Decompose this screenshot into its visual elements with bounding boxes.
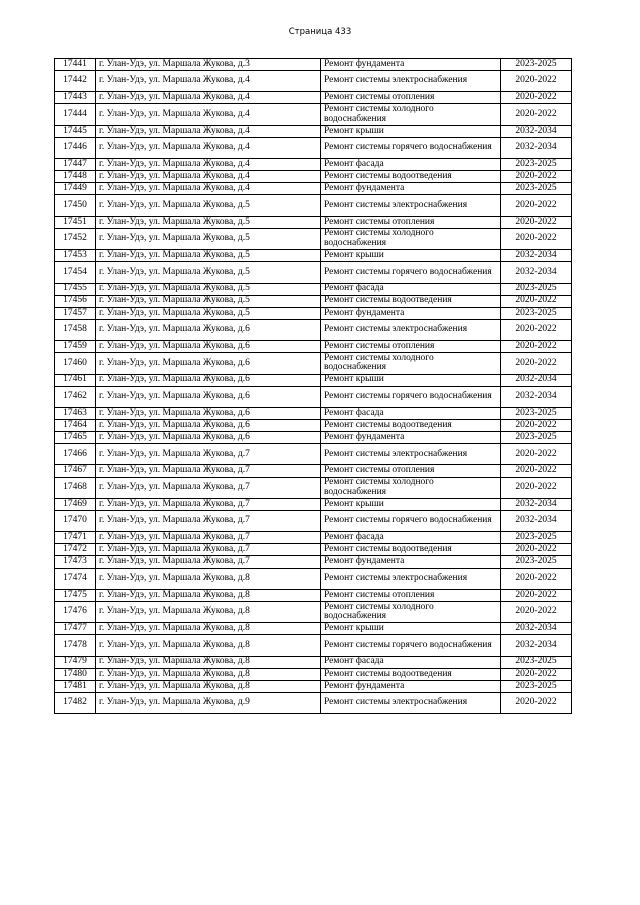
row-number-cell: 17468 xyxy=(55,477,96,498)
period-cell: 2020-2022 xyxy=(501,692,572,713)
address-cell: г. Улан-Удэ, ул. Маршала Жукова, д.6 xyxy=(96,353,321,374)
work-type-cell: Ремонт крыши xyxy=(321,374,501,386)
table-row xyxy=(55,283,572,295)
work-type-cell: Ремонт системы отопления xyxy=(321,92,501,104)
table-row xyxy=(55,544,572,556)
table-row xyxy=(55,319,572,340)
table-row xyxy=(55,532,572,544)
row-number-cell: 17444 xyxy=(55,104,96,125)
row-number-cell: 17450 xyxy=(55,195,96,216)
table-row xyxy=(55,498,572,510)
work-type-cell: Ремонт системы водоотведения xyxy=(321,419,501,431)
address-cell: г. Улан-Удэ, ул. Маршала Жукова, д.6 xyxy=(96,432,321,444)
work-type-cell: Ремонт фасада xyxy=(321,407,501,419)
table-row xyxy=(55,216,572,228)
row-number-cell: 17445 xyxy=(55,125,96,137)
row-number-cell: 17447 xyxy=(55,159,96,171)
row-number-cell: 17482 xyxy=(55,692,96,713)
work-type-cell: Ремонт крыши xyxy=(321,623,501,635)
row-number-cell: 17441 xyxy=(55,59,96,71)
address-cell: г. Улан-Удэ, ул. Маршала Жукова, д.4 xyxy=(96,171,321,183)
address-cell: г. Улан-Удэ, ул. Маршала Жукова, д.7 xyxy=(96,477,321,498)
row-number-cell: 17457 xyxy=(55,307,96,319)
address-cell: г. Улан-Удэ, ул. Маршала Жукова, д.4 xyxy=(96,104,321,125)
work-type-cell: Ремонт системы холодного водоснабжения xyxy=(321,353,501,374)
period-cell: 2020-2022 xyxy=(501,568,572,589)
period-cell: 2020-2022 xyxy=(501,71,572,92)
work-type-cell: Ремонт системы электроснабжения xyxy=(321,71,501,92)
address-cell: г. Улан-Удэ, ул. Маршала Жукова, д.7 xyxy=(96,498,321,510)
address-cell: г. Улан-Удэ, ул. Маршала Жукова, д.8 xyxy=(96,601,321,622)
table-row xyxy=(55,59,572,71)
period-cell: 2020-2022 xyxy=(501,295,572,307)
table-row xyxy=(55,228,572,249)
period-cell: 2032-2034 xyxy=(501,262,572,283)
work-type-cell: Ремонт системы водоотведения xyxy=(321,171,501,183)
work-type-cell: Ремонт фасада xyxy=(321,283,501,295)
address-cell: г. Улан-Удэ, ул. Маршала Жукова, д.8 xyxy=(96,680,321,692)
row-number-cell: 17480 xyxy=(55,668,96,680)
period-cell: 2032-2034 xyxy=(501,635,572,656)
table-row xyxy=(55,589,572,601)
address-cell: г. Улан-Удэ, ул. Маршала Жукова, д.7 xyxy=(96,556,321,568)
row-number-cell: 17469 xyxy=(55,498,96,510)
row-number-cell: 17472 xyxy=(55,544,96,556)
address-cell: г. Улан-Удэ, ул. Маршала Жукова, д.5 xyxy=(96,250,321,262)
table-row xyxy=(55,183,572,195)
period-cell: 2032-2034 xyxy=(501,125,572,137)
work-type-cell: Ремонт крыши xyxy=(321,498,501,510)
period-cell: 2020-2022 xyxy=(501,589,572,601)
address-cell: г. Улан-Удэ, ул. Маршала Жукова, д.9 xyxy=(96,692,321,713)
row-number-cell: 17443 xyxy=(55,92,96,104)
address-cell: г. Улан-Удэ, ул. Маршала Жукова, д.4 xyxy=(96,71,321,92)
period-cell: 2023-2025 xyxy=(501,307,572,319)
row-number-cell: 17476 xyxy=(55,601,96,622)
table-row xyxy=(55,635,572,656)
row-number-cell: 17464 xyxy=(55,419,96,431)
row-number-cell: 17467 xyxy=(55,465,96,477)
period-cell: 2023-2025 xyxy=(501,432,572,444)
row-number-cell: 17451 xyxy=(55,216,96,228)
period-cell: 2020-2022 xyxy=(501,444,572,465)
work-type-cell: Ремонт системы электроснабжения xyxy=(321,568,501,589)
table-row xyxy=(55,195,572,216)
work-type-cell: Ремонт системы горячего водоснабжения xyxy=(321,386,501,407)
row-number-cell: 17462 xyxy=(55,386,96,407)
table-row xyxy=(55,137,572,158)
row-number-cell: 17460 xyxy=(55,353,96,374)
period-cell: 2023-2025 xyxy=(501,680,572,692)
address-cell: г. Улан-Удэ, ул. Маршала Жукова, д.8 xyxy=(96,635,321,656)
row-number-cell: 17446 xyxy=(55,137,96,158)
table-row xyxy=(55,341,572,353)
row-number-cell: 17453 xyxy=(55,250,96,262)
address-cell: г. Улан-Удэ, ул. Маршала Жукова, д.7 xyxy=(96,510,321,531)
table-row xyxy=(55,419,572,431)
work-type-cell: Ремонт системы холодного водоснабжения xyxy=(321,601,501,622)
period-cell: 2023-2025 xyxy=(501,159,572,171)
address-cell: г. Улан-Удэ, ул. Маршала Жукова, д.4 xyxy=(96,183,321,195)
table-row xyxy=(55,556,572,568)
table-row xyxy=(55,171,572,183)
table-row xyxy=(55,623,572,635)
address-cell: г. Улан-Удэ, ул. Маршала Жукова, д.7 xyxy=(96,465,321,477)
address-cell: г. Улан-Удэ, ул. Маршала Жукова, д.8 xyxy=(96,623,321,635)
address-cell: г. Улан-Удэ, ул. Маршала Жукова, д.4 xyxy=(96,92,321,104)
address-cell: г. Улан-Удэ, ул. Маршала Жукова, д.8 xyxy=(96,589,321,601)
work-type-cell: Ремонт системы электроснабжения xyxy=(321,444,501,465)
repair-schedule-body xyxy=(55,59,572,714)
work-type-cell: Ремонт системы холодного водоснабжения xyxy=(321,477,501,498)
period-cell: 2020-2022 xyxy=(501,104,572,125)
row-number-cell: 17463 xyxy=(55,407,96,419)
period-cell: 2032-2034 xyxy=(501,510,572,531)
period-cell: 2020-2022 xyxy=(501,601,572,622)
work-type-cell: Ремонт фундамента xyxy=(321,59,501,71)
period-cell: 2020-2022 xyxy=(501,319,572,340)
table-row xyxy=(55,601,572,622)
address-cell: г. Улан-Удэ, ул. Маршала Жукова, д.8 xyxy=(96,568,321,589)
work-type-cell: Ремонт системы отопления xyxy=(321,341,501,353)
period-cell: 2032-2034 xyxy=(501,623,572,635)
row-number-cell: 17477 xyxy=(55,623,96,635)
work-type-cell: Ремонт фасада xyxy=(321,532,501,544)
work-type-cell: Ремонт фасада xyxy=(321,159,501,171)
period-cell: 2020-2022 xyxy=(501,477,572,498)
table-row xyxy=(55,680,572,692)
period-cell: 2020-2022 xyxy=(501,544,572,556)
row-number-cell: 17455 xyxy=(55,283,96,295)
work-type-cell: Ремонт фундамента xyxy=(321,556,501,568)
row-number-cell: 17454 xyxy=(55,262,96,283)
row-number-cell: 17461 xyxy=(55,374,96,386)
address-cell: г. Улан-Удэ, ул. Маршала Жукова, д.6 xyxy=(96,319,321,340)
row-number-cell: 17478 xyxy=(55,635,96,656)
table-row xyxy=(55,250,572,262)
address-cell: г. Улан-Удэ, ул. Маршала Жукова, д.5 xyxy=(96,262,321,283)
work-type-cell: Ремонт крыши xyxy=(321,250,501,262)
table-row xyxy=(55,307,572,319)
address-cell: г. Улан-Удэ, ул. Маршала Жукова, д.5 xyxy=(96,195,321,216)
table-row xyxy=(55,262,572,283)
address-cell: г. Улан-Удэ, ул. Маршала Жукова, д.8 xyxy=(96,656,321,668)
row-number-cell: 17470 xyxy=(55,510,96,531)
work-type-cell: Ремонт системы водоотведения xyxy=(321,295,501,307)
address-cell: г. Улан-Удэ, ул. Маршала Жукова, д.5 xyxy=(96,216,321,228)
address-cell: г. Улан-Удэ, ул. Маршала Жукова, д.6 xyxy=(96,407,321,419)
work-type-cell: Ремонт системы электроснабжения xyxy=(321,195,501,216)
row-number-cell: 17474 xyxy=(55,568,96,589)
work-type-cell: Ремонт системы холодного водоснабжения xyxy=(321,104,501,125)
table-row xyxy=(55,692,572,713)
period-cell: 2020-2022 xyxy=(501,353,572,374)
address-cell: г. Улан-Удэ, ул. Маршала Жукова, д.8 xyxy=(96,668,321,680)
row-number-cell: 17473 xyxy=(55,556,96,568)
row-number-cell: 17452 xyxy=(55,228,96,249)
work-type-cell: Ремонт системы водоотведения xyxy=(321,544,501,556)
work-type-cell: Ремонт фундамента xyxy=(321,307,501,319)
row-number-cell: 17466 xyxy=(55,444,96,465)
period-cell: 2023-2025 xyxy=(501,283,572,295)
period-cell: 2020-2022 xyxy=(501,228,572,249)
table-row xyxy=(55,477,572,498)
work-type-cell: Ремонт системы горячего водоснабжения xyxy=(321,137,501,158)
work-type-cell: Ремонт системы электроснабжения xyxy=(321,692,501,713)
address-cell: г. Улан-Удэ, ул. Маршала Жукова, д.3 xyxy=(96,59,321,71)
work-type-cell: Ремонт системы горячего водоснабжения xyxy=(321,262,501,283)
table-row xyxy=(55,465,572,477)
table-row xyxy=(55,407,572,419)
row-number-cell: 17465 xyxy=(55,432,96,444)
table-row xyxy=(55,71,572,92)
table-row xyxy=(55,125,572,137)
row-number-cell: 17471 xyxy=(55,532,96,544)
table-row xyxy=(55,295,572,307)
address-cell: г. Улан-Удэ, ул. Маршала Жукова, д.6 xyxy=(96,341,321,353)
address-cell: г. Улан-Удэ, ул. Маршала Жукова, д.5 xyxy=(96,295,321,307)
work-type-cell: Ремонт системы холодного водоснабжения xyxy=(321,228,501,249)
row-number-cell: 17456 xyxy=(55,295,96,307)
period-cell: 2023-2025 xyxy=(501,183,572,195)
period-cell: 2020-2022 xyxy=(501,195,572,216)
table-row xyxy=(55,568,572,589)
period-cell: 2023-2025 xyxy=(501,407,572,419)
address-cell: г. Улан-Удэ, ул. Маршала Жукова, д.5 xyxy=(96,307,321,319)
period-cell: 2032-2034 xyxy=(501,137,572,158)
work-type-cell: Ремонт крыши xyxy=(321,125,501,137)
address-cell: г. Улан-Удэ, ул. Маршала Жукова, д.4 xyxy=(96,137,321,158)
period-cell: 2023-2025 xyxy=(501,59,572,71)
row-number-cell: 17458 xyxy=(55,319,96,340)
period-cell: 2023-2025 xyxy=(501,556,572,568)
work-type-cell: Ремонт фундамента xyxy=(321,432,501,444)
table-row xyxy=(55,656,572,668)
period-cell: 2020-2022 xyxy=(501,92,572,104)
period-cell: 2020-2022 xyxy=(501,216,572,228)
table-row xyxy=(55,444,572,465)
address-cell: г. Улан-Удэ, ул. Маршала Жукова, д.7 xyxy=(96,444,321,465)
period-cell: 2032-2034 xyxy=(501,374,572,386)
address-cell: г. Улан-Удэ, ул. Маршала Жукова, д.6 xyxy=(96,374,321,386)
work-type-cell: Ремонт фасада xyxy=(321,656,501,668)
address-cell: г. Улан-Удэ, ул. Маршала Жукова, д.7 xyxy=(96,544,321,556)
period-cell: 2020-2022 xyxy=(501,171,572,183)
period-cell: 2020-2022 xyxy=(501,341,572,353)
work-type-cell: Ремонт системы водоотведения xyxy=(321,668,501,680)
work-type-cell: Ремонт системы горячего водоснабжения xyxy=(321,635,501,656)
period-cell: 2020-2022 xyxy=(501,419,572,431)
work-type-cell: Ремонт системы отопления xyxy=(321,465,501,477)
row-number-cell: 17442 xyxy=(55,71,96,92)
address-cell: г. Улан-Удэ, ул. Маршала Жукова, д.4 xyxy=(96,159,321,171)
table-row xyxy=(55,159,572,171)
period-cell: 2023-2025 xyxy=(501,656,572,668)
period-cell: 2032-2034 xyxy=(501,498,572,510)
row-number-cell: 17459 xyxy=(55,341,96,353)
row-number-cell: 17449 xyxy=(55,183,96,195)
address-cell: г. Улан-Удэ, ул. Маршала Жукова, д.7 xyxy=(96,532,321,544)
table-row xyxy=(55,510,572,531)
work-type-cell: Ремонт системы отопления xyxy=(321,216,501,228)
table-row xyxy=(55,668,572,680)
address-cell: г. Улан-Удэ, ул. Маршала Жукова, д.5 xyxy=(96,283,321,295)
table-row xyxy=(55,374,572,386)
repair-schedule-table xyxy=(54,58,572,714)
work-type-cell: Ремонт системы отопления xyxy=(321,589,501,601)
period-cell: 2020-2022 xyxy=(501,668,572,680)
table-row xyxy=(55,353,572,374)
address-cell: г. Улан-Удэ, ул. Маршала Жукова, д.4 xyxy=(96,125,321,137)
period-cell: 2032-2034 xyxy=(501,250,572,262)
work-type-cell: Ремонт фундамента xyxy=(321,680,501,692)
period-cell: 2023-2025 xyxy=(501,532,572,544)
address-cell: г. Улан-Удэ, ул. Маршала Жукова, д.6 xyxy=(96,386,321,407)
row-number-cell: 17475 xyxy=(55,589,96,601)
period-cell: 2020-2022 xyxy=(501,465,572,477)
page-number-header: Страница 433 xyxy=(288,27,352,37)
table-row xyxy=(55,92,572,104)
work-type-cell: Ремонт системы горячего водоснабжения xyxy=(321,510,501,531)
row-number-cell: 17448 xyxy=(55,171,96,183)
table-row xyxy=(55,104,572,125)
row-number-cell: 17481 xyxy=(55,680,96,692)
table-row xyxy=(55,386,572,407)
address-cell: г. Улан-Удэ, ул. Маршала Жукова, д.5 xyxy=(96,228,321,249)
table-row xyxy=(55,432,572,444)
work-type-cell: Ремонт фундамента xyxy=(321,183,501,195)
row-number-cell: 17479 xyxy=(55,656,96,668)
period-cell: 2032-2034 xyxy=(501,386,572,407)
address-cell: г. Улан-Удэ, ул. Маршала Жукова, д.6 xyxy=(96,419,321,431)
work-type-cell: Ремонт системы электроснабжения xyxy=(321,319,501,340)
